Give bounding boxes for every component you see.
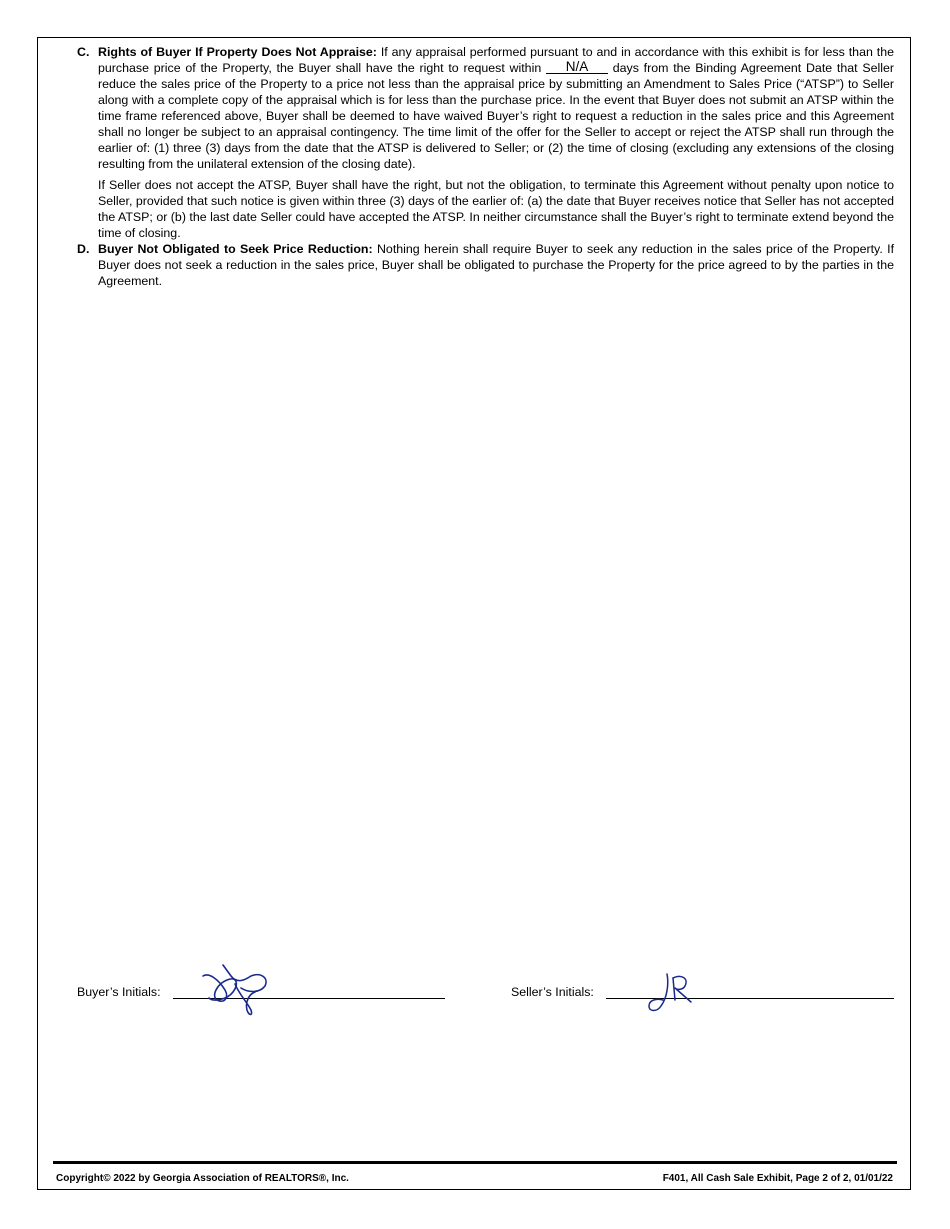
section-c-letter: C.: [77, 45, 90, 59]
seller-initials-signature: [645, 970, 699, 1014]
section-c: [77, 44, 894, 241]
section-d: [77, 241, 894, 289]
seller-initials-label: Seller’s Initials:: [511, 985, 594, 999]
section-d-letter: D.: [77, 242, 90, 256]
section-d-paragraph: [98, 241, 894, 289]
section-c-heading: Rights of Buyer If Property Does Not Appraise:: [98, 45, 377, 59]
section-c-paragraph-2: If Seller does not accept the ATSP, Buyer shall have the right, but not the obligation, to terminate this Agreement without penalty upon notice to Seller, provided that such notice is given within three (3) days of the earlier of: (a) the date that Buyer receives notice that Seller has not accepted the ATSP; or (b) the last date Seller could have accepted the ATSP. In neither circumstance shall the Buyer’s right to terminate extend beyond the time of closing.: [98, 178, 894, 240]
seller-initials-row: [511, 975, 894, 1005]
section-c-text-after-blank: days from the Binding Agreement Date that Seller reduce the sales price of the Property to a price not less than the appraisal price by submitting an Amendment to Sales Price (“ATSP”) to Seller along with a complete copy of the appraisal which is for less than the purchase price. In the event that Buyer does not submit an ATSP within the time frame referenced above, Buyer shall be deemed to have waived Buyer’s right to request a reduction in the sales price and this Agreement shall no longer be subject to an appraisal contingency. The time limit of the offer for the Seller to accept or reject the ATSP shall run through the earlier of: (1) three (3) days from the date that the ATSP is delivered to Seller; or (2) the time of closing (excluding any extensions of the closing resulting from the unilateral extension of the closing date).: [98, 61, 895, 171]
document-body: [77, 44, 894, 289]
section-d-heading: Buyer Not Obligated to Seek Price Reduction:: [98, 242, 373, 256]
footer-form-id: F401, All Cash Sale Exhibit, Page 2 of 2, 01/01/22: [662, 1173, 893, 1184]
section-c-text-before-blank: If any appraisal performed pursuant to and in accordance with this exhibit is for less than the purchase price of the Property, the Buyer shall have the right to request within: [98, 45, 894, 75]
buyer-initials-label: Buyer’s Initials:: [77, 985, 161, 999]
footer-rule: [53, 1161, 897, 1164]
appraisal-days-field[interactable]: N/A: [546, 60, 608, 74]
buyer-initials-signature: [195, 962, 275, 1018]
footer-copyright: Copyright© 2022 by Georgia Association of REALTORS®, Inc.: [56, 1173, 349, 1184]
section-d-text: Nothing herein shall require Buyer to seek any reduction in the sales price of the Property. If Buyer does not seek a reduction in the sales price, Buyer shall be obligated to purchase the Property for the price agreed to by the parties in the Agreement.: [98, 242, 895, 288]
section-c-paragraph-1: [98, 44, 894, 172]
